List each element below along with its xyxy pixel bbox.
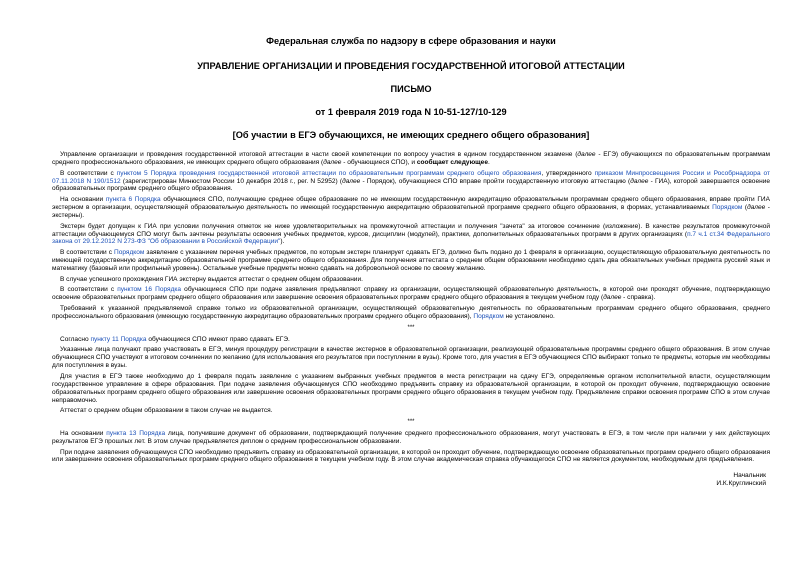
text: - справка). — [621, 294, 656, 302]
text: - обучающиеся СПО), и — [341, 158, 417, 166]
text: лица, получившие документ об образовании, подтверждающий получение среднего профессионального образования, могут участвовать в ЕГЭ, в том числе при наличии у них действующих результатов ЕГЭ прошлых лет. В этом случае предъявляется диплом о среднем профессиональном образовании. — [52, 429, 770, 445]
text: заявление с указанием перечня учебных предметов, по которым экстерн планирует сдавать ЕГЭ, должно быть подано до 1 февраля в организацию, осуществляющую образовательную деятельность по имеющей государственную аккредитацию образовательной программе среднего общего образования. Для получения аттестата о среднем общем образовании необходимо сдать два обязательных учебных предмета русский язык и математику (базовый или профильный уровень). Остальные учебные предметы можно сдавать на добровольной основе по своему желанию. — [52, 249, 770, 272]
document-link[interactable]: Порядком — [473, 312, 504, 320]
text: На основании — [60, 196, 106, 204]
text: Аттестат о среднем общем образовании в таком случае не выдается. — [60, 407, 273, 415]
paragraph — [52, 407, 770, 415]
paragraph — [52, 151, 770, 167]
text-bold: сообщает следующее — [416, 158, 488, 166]
text: далее — [630, 177, 649, 185]
section-separator: *** — [407, 418, 415, 425]
signatory-title: Начальник — [733, 472, 766, 480]
document-header — [52, 36, 770, 141]
paragraph — [52, 196, 770, 220]
text: Экстерн будет допущен к ГИА при условии получения отметок не ниже удовлетворительных на промежуточной аттестации и получения "зачета" за итоговое сочинение (изложение). В качестве результатов промежуточной аттестации обучающемуся СПО могут быть зачтены результаты освоения учебных предметов, курсов, дисциплин (модулей), практики, дополнительных образовательных программ в других организациях ( — [52, 222, 770, 238]
text: обучающиеся СПО, получающие среднее общее образование по не имеющим государственную аккредитацию образовательным программам среднего общего образования, вправе пройти ГИА экстерном в организации, осуществляющей образовательную деятельность по имеющей государственную аккредитацию образовательной программе среднего общего образования, в формах, устанавливаемых — [52, 196, 770, 212]
paragraph — [52, 373, 770, 405]
text: ( — [742, 204, 748, 212]
text: В случае успешного прохождения ГИА экстерну выдается аттестат о среднем общем образовании. — [60, 275, 363, 283]
document-link[interactable]: Порядком — [712, 204, 743, 212]
document-link[interactable]: пункту 11 Порядка — [90, 335, 147, 343]
text: Указанные лица получают право участвовать в ЕГЭ, минуя процедуру регистрации в качестве экстернов в образовательной организации, реализующей образовательные программы среднего общего образования. В этом случае обучающиеся СПО участвуют в итоговом сочинении по желанию (для использования его результатов при поступлении в вузы). Кроме того, для участия в ЕГЭ обучающиеся СПО выбирают только те предметы, которые им необходимы для поступления в вузы. — [52, 346, 770, 370]
document-link[interactable]: пунктом 16 Порядка — [117, 286, 182, 294]
text: На основании — [60, 429, 107, 437]
document-link[interactable]: пунктом 5 Порядка проведения государственной итоговой аттестации по образовательным программам среднего общего образования — [116, 169, 542, 177]
text: Требований к указанной предъявляемой справке только из образовательной организации, осуществляющей образовательную деятельность по образовательным программам среднего общего образования, среднего профессионального образования (имеющую государственную аккредитацию образовательных программ среднего общего образования), — [52, 304, 770, 320]
text: далее — [342, 177, 361, 185]
document-page — [52, 6, 770, 488]
paragraph — [52, 286, 770, 302]
section-separator: *** — [407, 324, 415, 331]
paragraph — [52, 305, 770, 321]
document-subject: [Об участии в ЕГЭ обучающихся, не имеющих среднего общего образования] — [232, 130, 590, 140]
paragraph — [52, 430, 770, 446]
paragraph — [52, 449, 770, 465]
text: В соответствии с — [60, 286, 118, 294]
text: ). — [280, 238, 285, 246]
text: - ГИА), которой завершается освоение образовательных программ среднего общего образования. — [52, 177, 770, 193]
document-link[interactable]: Порядком — [113, 249, 145, 257]
text: - экстерны). — [52, 204, 770, 219]
text: Управление организации и проведения государственной итоговой аттестации в части своей компетенции по вопросу участия в едином государственном экзамене ( — [60, 151, 578, 158]
signature-block — [52, 472, 770, 488]
text: далее — [323, 158, 342, 166]
text: . — [487, 158, 490, 166]
text: далее — [577, 151, 596, 158]
text: обучающиеся СПО имеют право сдавать ЕГЭ. — [146, 335, 290, 343]
paragraph — [52, 276, 770, 284]
text: - ЕГЭ) обучающихся по образовательным программам среднего профессионального образования, не имеющих среднего общего образования ( — [52, 151, 770, 166]
text: Для участия в ЕГЭ также необходимо до 1 февраля подать заявление с указанием выбранных учебных предметов в места регистрации на сдачу ЕГЭ, определяемые органом исполнительной власти, осуществляющим государственное управление в сфере образования. При подаче заявления обучающемуся СПО необходимо предъявить справку из образовательной организации, в которой он проходит обучение, подтверждающую освоение образовательных программ среднего общего образования или завершение освоения образовательных программ среднего общего образования в текущем учебном году. Предъявление справки освоения программ СПО в этом случае неправомочно. — [52, 372, 770, 404]
document-type: ПИСЬМО — [390, 84, 432, 94]
department-name: УПРАВЛЕНИЕ ОРГАНИЗАЦИИ И ПРОВЕДЕНИЯ ГОСУДАРСТВЕННОЙ ИТОГОВОЙ АТТЕСТАЦИИ — [197, 61, 625, 71]
text: не установлено. — [503, 312, 555, 320]
text: далее — [747, 204, 766, 212]
issuing-authority: Федеральная служба по надзору в сфере образования и науки — [266, 36, 556, 46]
document-date-number: от 1 февраля 2019 года N 10-51-127/10-129 — [315, 107, 507, 117]
document-body — [52, 151, 770, 464]
text: При подаче заявления обучающемуся СПО необходимо предъявить справку из образовательной организации, в которой он проходит обучение, подтверждающую освоение образовательных программ среднего общего образования или завершение освоения образовательных программ среднего общего образования в текущем учебном году. В этом случае академическая справка обучающегося СПО не является документом, необходимым для предъявления. — [52, 448, 770, 464]
document-link[interactable]: пункта 13 Порядка — [106, 429, 166, 437]
document-link[interactable]: п.7 ч.1 ст.34 Федерального закона от 29.12.2012 N 273-ФЗ "Об образовании в Российской Федерации" — [52, 230, 770, 246]
document-link[interactable]: пункта 6 Порядка — [105, 196, 161, 204]
text: , утвержденного — [541, 169, 595, 177]
paragraph — [52, 249, 770, 273]
document-link[interactable]: приказом Минпросвещения России и Рособрнадзора от 07.11.2018 N 190/1512 — [52, 169, 770, 185]
text: Согласно — [60, 335, 91, 343]
text: - Порядок), обучающиеся СПО вправе пройти государственную итоговую аттестацию ( — [360, 177, 631, 185]
paragraph — [52, 223, 770, 247]
text: обучающиеся СПО при подаче заявления предъявляют справку из организации, осуществляющей образовательную деятельность, в которой они проходят обучение, подтверждающую освоение образовательных программ среднего общего образования или завершение освоения образовательных программ среднего общего образования в текущем учебном году ( — [52, 286, 771, 302]
text: далее — [603, 294, 622, 302]
paragraph — [52, 346, 770, 370]
text: В соответствии с — [60, 249, 114, 257]
text: В соответствии с — [60, 169, 117, 177]
signatory-name: И.К.Круглинский — [716, 480, 766, 488]
paragraph — [52, 336, 770, 344]
paragraph — [52, 170, 770, 194]
text: (зарегистрирован Минюстом России 10 декабря 2018 г., рег. N 52952) ( — [120, 177, 343, 185]
